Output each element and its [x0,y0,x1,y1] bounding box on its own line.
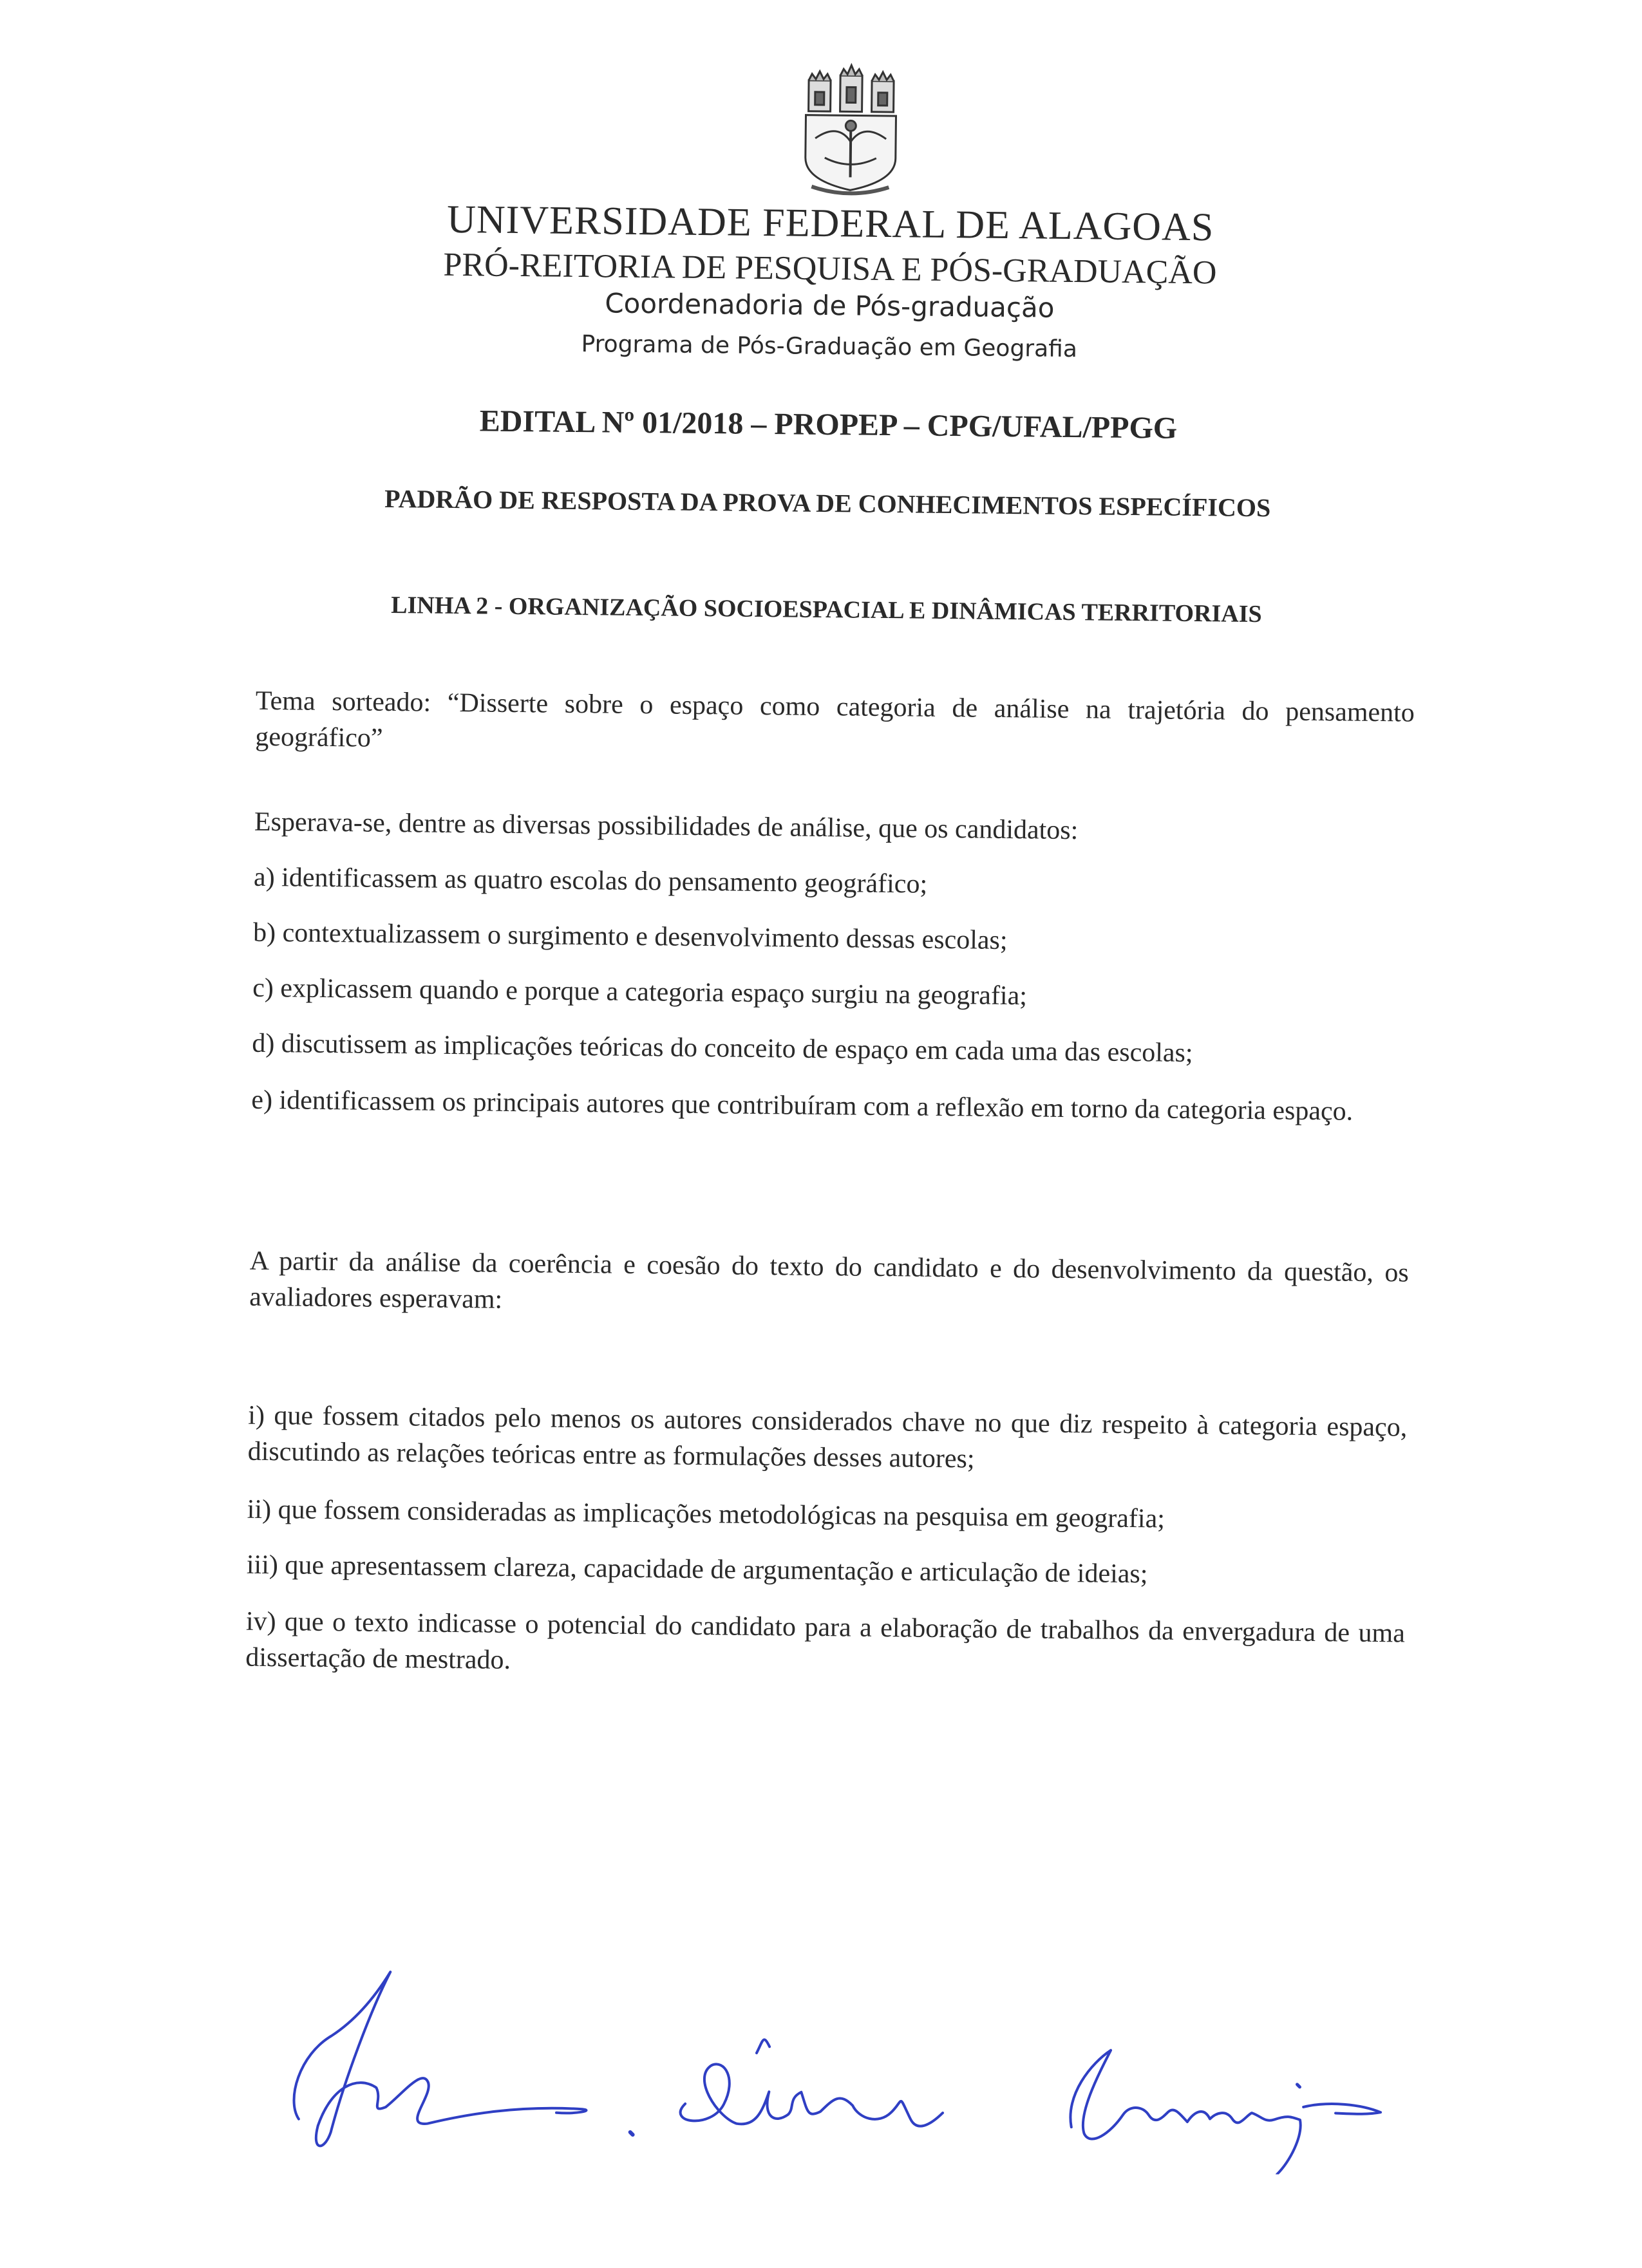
signature-1 [294,1971,588,2149]
expected-item-b: b) contextualizassem o surgimento e desenvolvimento dessas escolas; [252,917,1008,956]
research-line-title: LINHA 2 - ORGANIZAÇÃO SOCIOESPACIAL E DINÂMICAS TERRITORIAIS [391,591,1262,628]
university-name: UNIVERSIDADE FEDERAL DE ALAGOAS [446,197,1214,250]
university-crest-icon [798,61,903,198]
document-title: PADRÃO DE RESPOSTA DA PROVA DE CONHECIMENTOS ESPECÍFICOS [384,483,1271,523]
edital-title: EDITAL Nº 01/2018 – PROPEP – CPG/UFAL/PPGG [479,404,1178,445]
evaluation-item-i: i) que fossem citados pelo menos os autores considerados chave no que diz respeito à categoria espaço, discutindo as relações teóricas entre as formulações desses autores; [247,1400,1408,1474]
expected-item-d: d) discutissem as implicações teóricas do conceito de espaço em cada uma das escolas; [252,1028,1193,1069]
expected-item-c: c) explicassem quando e porque a categoria espaço surgiu na geografia; [252,973,1028,1011]
program-name: Programa de Pós-Graduação em Geografia [581,331,1078,363]
expected-intro: Esperava-se, dentre as diversas possibilidades de análise, que os candidatos: [254,807,1079,846]
theme-paragraph: Tema sorteado: “Disserte sobre o espaço como categoria de análise na trajetória do pensamento geográfico” [255,686,1415,753]
expected-item-e: e) identificassem os principais autores que contribuíram com a reflexão em torno da categoria espaço. [251,1085,1354,1127]
signature-3 [1070,2050,1381,2175]
evaluation-item-iv: iv) que o texto indicasse o potencial do candidato para a elaboração de trabalhos da envergadura de uma dissertação de mestrado. [245,1606,1406,1675]
evaluation-intro: A partir da análise da coerência e coesão do texto do candidato e do desenvolvimento da questão, os avaliadores esperavam: [249,1246,1409,1315]
signature-2 [680,2064,943,2126]
expected-item-a: a) identificassem as quatro escolas do pensamento geográfico; [253,862,928,899]
evaluation-item-ii: ii) que fossem consideradas as implicações metodológicas na pesquisa em geografia; [247,1494,1165,1534]
evaluation-item-iii: iii) que apresentassem clareza, capacidade de argumentação e articulação de ideias; [246,1550,1148,1589]
signatures [272,1958,1408,2175]
pro-rectorate-name: PRÓ-REITORIA DE PESQUISA E PÓS-GRADUAÇÃO [443,246,1217,292]
coordination-name: Coordenadoria de Pós-graduação [605,287,1055,324]
